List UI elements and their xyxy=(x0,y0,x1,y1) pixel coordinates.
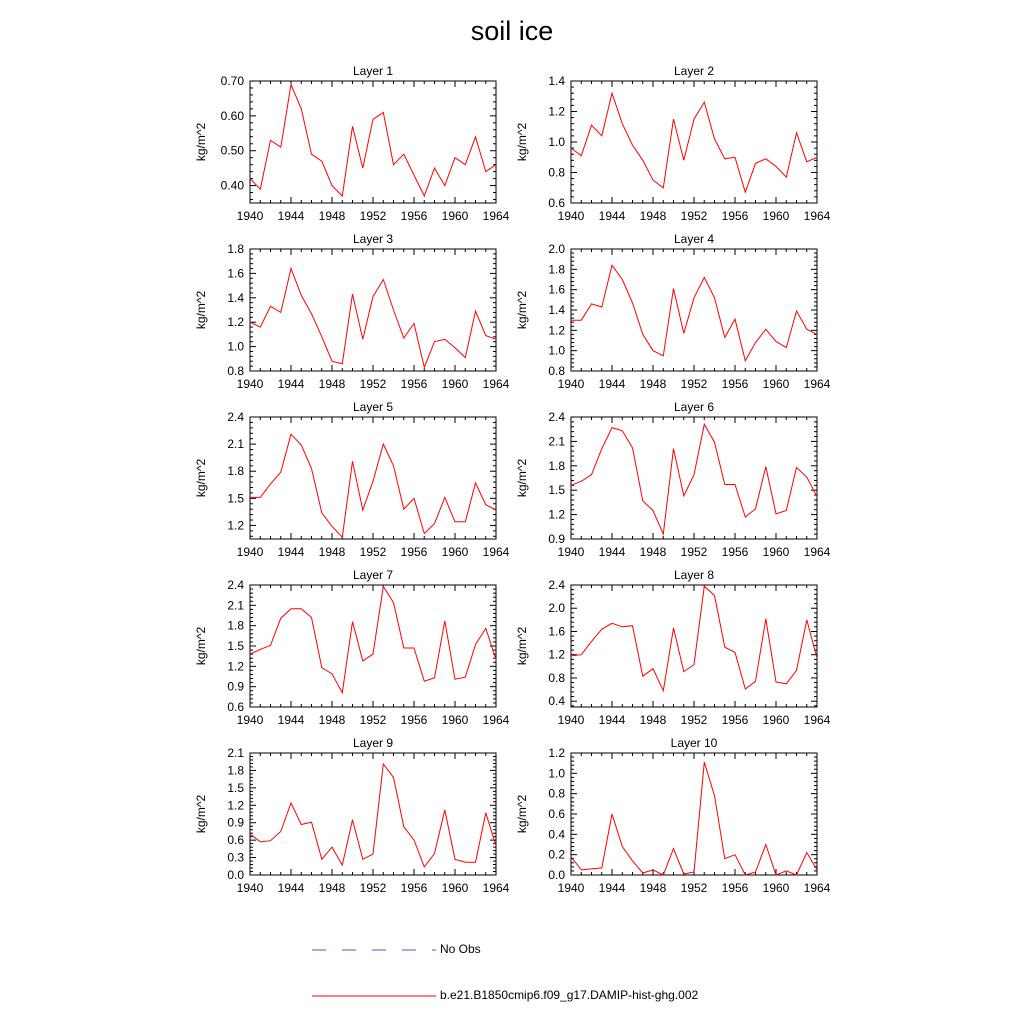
layer-1-xtick-label: 1952 xyxy=(359,209,387,223)
layer-2-ylabel: kg/m^2 xyxy=(515,122,529,162)
layer-5-ytick-label: 2.4 xyxy=(227,410,244,424)
layer-8-xtick-label: 1964 xyxy=(803,713,831,727)
layer-3-title: Layer 3 xyxy=(352,232,394,246)
layer-7-ylabel: kg/m^2 xyxy=(194,626,208,666)
layer-6-xtick-label: 1956 xyxy=(721,545,749,559)
layer-6-xtick-label: 1940 xyxy=(557,545,585,559)
layer-5-ytick-label: 1.2 xyxy=(227,518,244,533)
layer-4-ytick-label: 1.6 xyxy=(548,282,565,297)
layer-3-xtick-label: 1964 xyxy=(482,377,510,391)
layer-7-ytick-label: 1.5 xyxy=(227,639,244,653)
legend-label-no-obs: No Obs xyxy=(440,942,481,956)
layer-2-xtick-label: 1960 xyxy=(762,209,790,223)
layer-1-xtick-label: 1960 xyxy=(441,209,469,223)
layer-9-series-line xyxy=(250,764,496,867)
layer-4-xtick-label: 1948 xyxy=(639,377,667,391)
layer-6-xtick-label: 1960 xyxy=(762,545,790,559)
layer-2-ytick-label: 1.2 xyxy=(548,104,565,119)
layer-6-ytick-label: 1.8 xyxy=(548,458,565,473)
layer-2-xtick-label: 1956 xyxy=(721,209,749,223)
layer-3-xtick-label: 1960 xyxy=(441,377,469,391)
layer-10-ytick-label: 0.8 xyxy=(548,786,565,801)
layer-3-ytick-label: 0.8 xyxy=(227,364,244,378)
layer-9-xtick-label: 1964 xyxy=(482,881,510,895)
layer-1-ytick-label: 0.60 xyxy=(220,108,244,123)
layer-5-xtick-label: 1948 xyxy=(318,545,346,559)
layer-7-xtick-label: 1952 xyxy=(359,713,387,727)
layer-3-xtick-label: 1952 xyxy=(359,377,387,391)
layer-5-ylabel: kg/m^2 xyxy=(194,458,208,498)
layer-9-ytick-label: 1.2 xyxy=(227,798,244,813)
layer-5-xtick-label: 1944 xyxy=(277,545,305,559)
layer-6-ytick-label: 2.1 xyxy=(548,434,565,449)
layer-2-xtick-label: 1964 xyxy=(803,209,831,223)
layer-10-xtick-label: 1956 xyxy=(721,881,749,895)
layer-4-ytick-label: 0.8 xyxy=(548,364,565,378)
layer-8-ytick-label: 2.0 xyxy=(548,601,565,616)
layer-4-xtick-label: 1940 xyxy=(557,377,585,391)
layer-7-series-line xyxy=(250,586,496,692)
layer-9-xtick-label: 1960 xyxy=(441,881,469,895)
layer-2-series-line xyxy=(571,93,817,192)
layer-8-frame xyxy=(571,585,817,707)
layer-7-xtick-label: 1948 xyxy=(318,713,346,727)
layer-5-series-line xyxy=(250,434,496,537)
layer-5-xtick-label: 1964 xyxy=(482,545,510,559)
layer-7-xtick-label: 1960 xyxy=(441,713,469,727)
layer-2-xtick-label: 1940 xyxy=(557,209,585,223)
layer-8-ytick-label: 0.4 xyxy=(548,694,565,709)
layer-1-ytick-label: 0.40 xyxy=(220,178,244,193)
layer-7-ytick-label: 2.1 xyxy=(227,598,244,613)
layer-10-ytick-label: 0.2 xyxy=(548,847,565,862)
layer-1-xtick-label: 1940 xyxy=(236,209,264,223)
layer-3-series-line xyxy=(250,269,496,368)
layer-2-frame xyxy=(571,81,817,203)
layer-5-ytick-label: 2.1 xyxy=(227,437,244,452)
layer-1-xtick-label: 1948 xyxy=(318,209,346,223)
layer-4-xtick-label: 1944 xyxy=(598,377,626,391)
layer-4-xtick-label: 1964 xyxy=(803,377,831,391)
layer-6-ylabel: kg/m^2 xyxy=(515,458,529,498)
layer-6-ytick-label: 1.2 xyxy=(548,507,565,522)
layer-6-ytick-label: 2.4 xyxy=(548,410,565,424)
layer-5-ytick-label: 1.5 xyxy=(227,491,244,506)
layer-4-ytick-label: 1.0 xyxy=(548,343,565,358)
layer-6-ytick-label: 1.5 xyxy=(548,483,565,498)
layer-4-ytick-label: 1.2 xyxy=(548,323,565,338)
layer-10-ytick-label: 0.4 xyxy=(548,827,565,842)
layer-7-xtick-label: 1940 xyxy=(236,713,264,727)
layer-7-xtick-label: 1944 xyxy=(277,713,305,727)
layer-2-title: Layer 2 xyxy=(673,64,715,78)
layer-3-xtick-label: 1940 xyxy=(236,377,264,391)
layer-8-ytick-label: 1.6 xyxy=(548,624,565,639)
layer-8-title: Layer 8 xyxy=(673,568,715,582)
layer-7-ytick-label: 0.6 xyxy=(227,700,244,714)
layer-7-ytick-label: 2.4 xyxy=(227,578,244,592)
layer-2-xtick-label: 1948 xyxy=(639,209,667,223)
layer-8-xtick-label: 1952 xyxy=(680,713,708,727)
layer-9-ytick-label: 1.8 xyxy=(227,763,244,778)
layer-9-xtick-label: 1944 xyxy=(277,881,305,895)
layer-2-ytick-label: 1.4 xyxy=(548,74,565,88)
layer-4-series-line xyxy=(571,265,817,361)
layer-3-ytick-label: 1.6 xyxy=(227,266,244,281)
layer-10-xtick-label: 1964 xyxy=(803,881,831,895)
layer-9-xtick-label: 1940 xyxy=(236,881,264,895)
layer-8-xtick-label: 1944 xyxy=(598,713,626,727)
layer-10-xtick-label: 1960 xyxy=(762,881,790,895)
layer-2-xtick-label: 1944 xyxy=(598,209,626,223)
layer-5-xtick-label: 1956 xyxy=(400,545,428,559)
layer-9-ytick-label: 0.3 xyxy=(227,850,244,865)
layer-9-ytick-label: 0.0 xyxy=(227,868,244,882)
layer-10-ytick-label: 1.2 xyxy=(548,746,565,760)
layer-9-ytick-label: 2.1 xyxy=(227,746,244,760)
layer-5-xtick-label: 1960 xyxy=(441,545,469,559)
layer-4-xtick-label: 1952 xyxy=(680,377,708,391)
layer-6-xtick-label: 1964 xyxy=(803,545,831,559)
layer-9-ytick-label: 1.5 xyxy=(227,780,244,795)
layer-9-xtick-label: 1956 xyxy=(400,881,428,895)
layer-7-frame xyxy=(250,585,496,707)
layer-3-xtick-label: 1956 xyxy=(400,377,428,391)
layer-9-ytick-label: 0.9 xyxy=(227,815,244,830)
layer-10-frame xyxy=(571,753,817,875)
layer-1-frame xyxy=(250,81,496,203)
layer-3-ytick-label: 1.4 xyxy=(227,290,244,305)
layer-10-ytick-label: 0.6 xyxy=(548,807,565,821)
figure-title: soil ice xyxy=(470,16,554,46)
layer-7-xtick-label: 1956 xyxy=(400,713,428,727)
layer-10-ytick-label: 1.0 xyxy=(548,766,565,781)
layer-4-title: Layer 4 xyxy=(673,232,715,246)
layer-5-xtick-label: 1952 xyxy=(359,545,387,559)
layer-6-title: Layer 6 xyxy=(673,400,715,414)
layer-5-ytick-label: 1.8 xyxy=(227,464,244,479)
layer-10-xtick-label: 1940 xyxy=(557,881,585,895)
layer-2-ytick-label: 0.6 xyxy=(548,196,565,210)
layer-6-series-line xyxy=(571,424,817,534)
layer-6-xtick-label: 1952 xyxy=(680,545,708,559)
layer-1-title: Layer 1 xyxy=(352,64,394,78)
layer-1-ylabel: kg/m^2 xyxy=(194,122,208,162)
layer-7-ytick-label: 1.8 xyxy=(227,618,244,633)
layer-8-series-line xyxy=(571,586,817,691)
layer-8-xtick-label: 1960 xyxy=(762,713,790,727)
layer-8-ytick-label: 1.2 xyxy=(548,647,565,662)
layer-10-xtick-label: 1952 xyxy=(680,881,708,895)
layer-1-xtick-label: 1956 xyxy=(400,209,428,223)
layer-4-ytick-label: 1.4 xyxy=(548,303,565,317)
layer-8-xtick-label: 1940 xyxy=(557,713,585,727)
layer-9-xtick-label: 1948 xyxy=(318,881,346,895)
layer-8-ytick-label: 0.8 xyxy=(548,670,565,685)
layer-8-xtick-label: 1948 xyxy=(639,713,667,727)
layer-10-ytick-label: 0.0 xyxy=(548,868,565,882)
layer-7-title: Layer 7 xyxy=(352,568,394,582)
layer-6-xtick-label: 1948 xyxy=(639,545,667,559)
layer-3-ytick-label: 1.8 xyxy=(227,242,244,256)
layer-2-xtick-label: 1952 xyxy=(680,209,708,223)
layer-5-title: Layer 5 xyxy=(352,400,394,414)
layer-1-ytick-label: 0.70 xyxy=(220,74,244,88)
layer-8-ylabel: kg/m^2 xyxy=(515,626,529,666)
layer-5-xtick-label: 1940 xyxy=(236,545,264,559)
layer-1-ytick-label: 0.50 xyxy=(220,143,244,158)
layer-3-ytick-label: 1.0 xyxy=(227,339,244,354)
layer-9-ytick-label: 0.6 xyxy=(227,833,244,848)
layer-2-ytick-label: 0.8 xyxy=(548,165,565,180)
layer-4-ytick-label: 2.0 xyxy=(548,242,565,256)
legend-label-model: b.e21.B1850cmip6.f09_g17.DAMIP-hist-ghg.002 xyxy=(440,988,699,1002)
layer-9-xtick-label: 1952 xyxy=(359,881,387,895)
layer-3-xtick-label: 1948 xyxy=(318,377,346,391)
layer-6-xtick-label: 1944 xyxy=(598,545,626,559)
layer-3-ytick-label: 1.2 xyxy=(227,315,244,330)
layer-3-frame xyxy=(250,249,496,371)
layer-3-ylabel: kg/m^2 xyxy=(194,290,208,330)
layer-9-title: Layer 9 xyxy=(352,736,394,750)
layer-9-ylabel: kg/m^2 xyxy=(194,794,208,834)
layer-5-frame xyxy=(250,417,496,539)
layer-8-xtick-label: 1956 xyxy=(721,713,749,727)
layer-1-xtick-label: 1944 xyxy=(277,209,305,223)
layer-7-ytick-label: 1.2 xyxy=(227,659,244,674)
layer-7-xtick-label: 1964 xyxy=(482,713,510,727)
layer-8-ytick-label: 2.4 xyxy=(548,578,565,592)
layer-10-title: Layer 10 xyxy=(670,736,718,750)
layer-1-series-line xyxy=(250,85,496,197)
layer-10-xtick-label: 1944 xyxy=(598,881,626,895)
layer-10-series-line xyxy=(571,762,817,875)
layer-1-xtick-label: 1964 xyxy=(482,209,510,223)
layer-3-xtick-label: 1944 xyxy=(277,377,305,391)
layer-4-xtick-label: 1960 xyxy=(762,377,790,391)
layer-4-xtick-label: 1956 xyxy=(721,377,749,391)
layer-6-ytick-label: 0.9 xyxy=(548,532,565,546)
layer-4-ytick-label: 1.8 xyxy=(548,262,565,277)
layer-7-ytick-label: 0.9 xyxy=(227,679,244,694)
layer-10-xtick-label: 1948 xyxy=(639,881,667,895)
layer-4-frame xyxy=(571,249,817,371)
layer-4-ylabel: kg/m^2 xyxy=(515,290,529,330)
layer-10-ylabel: kg/m^2 xyxy=(515,794,529,834)
layer-2-ytick-label: 1.0 xyxy=(548,135,565,149)
